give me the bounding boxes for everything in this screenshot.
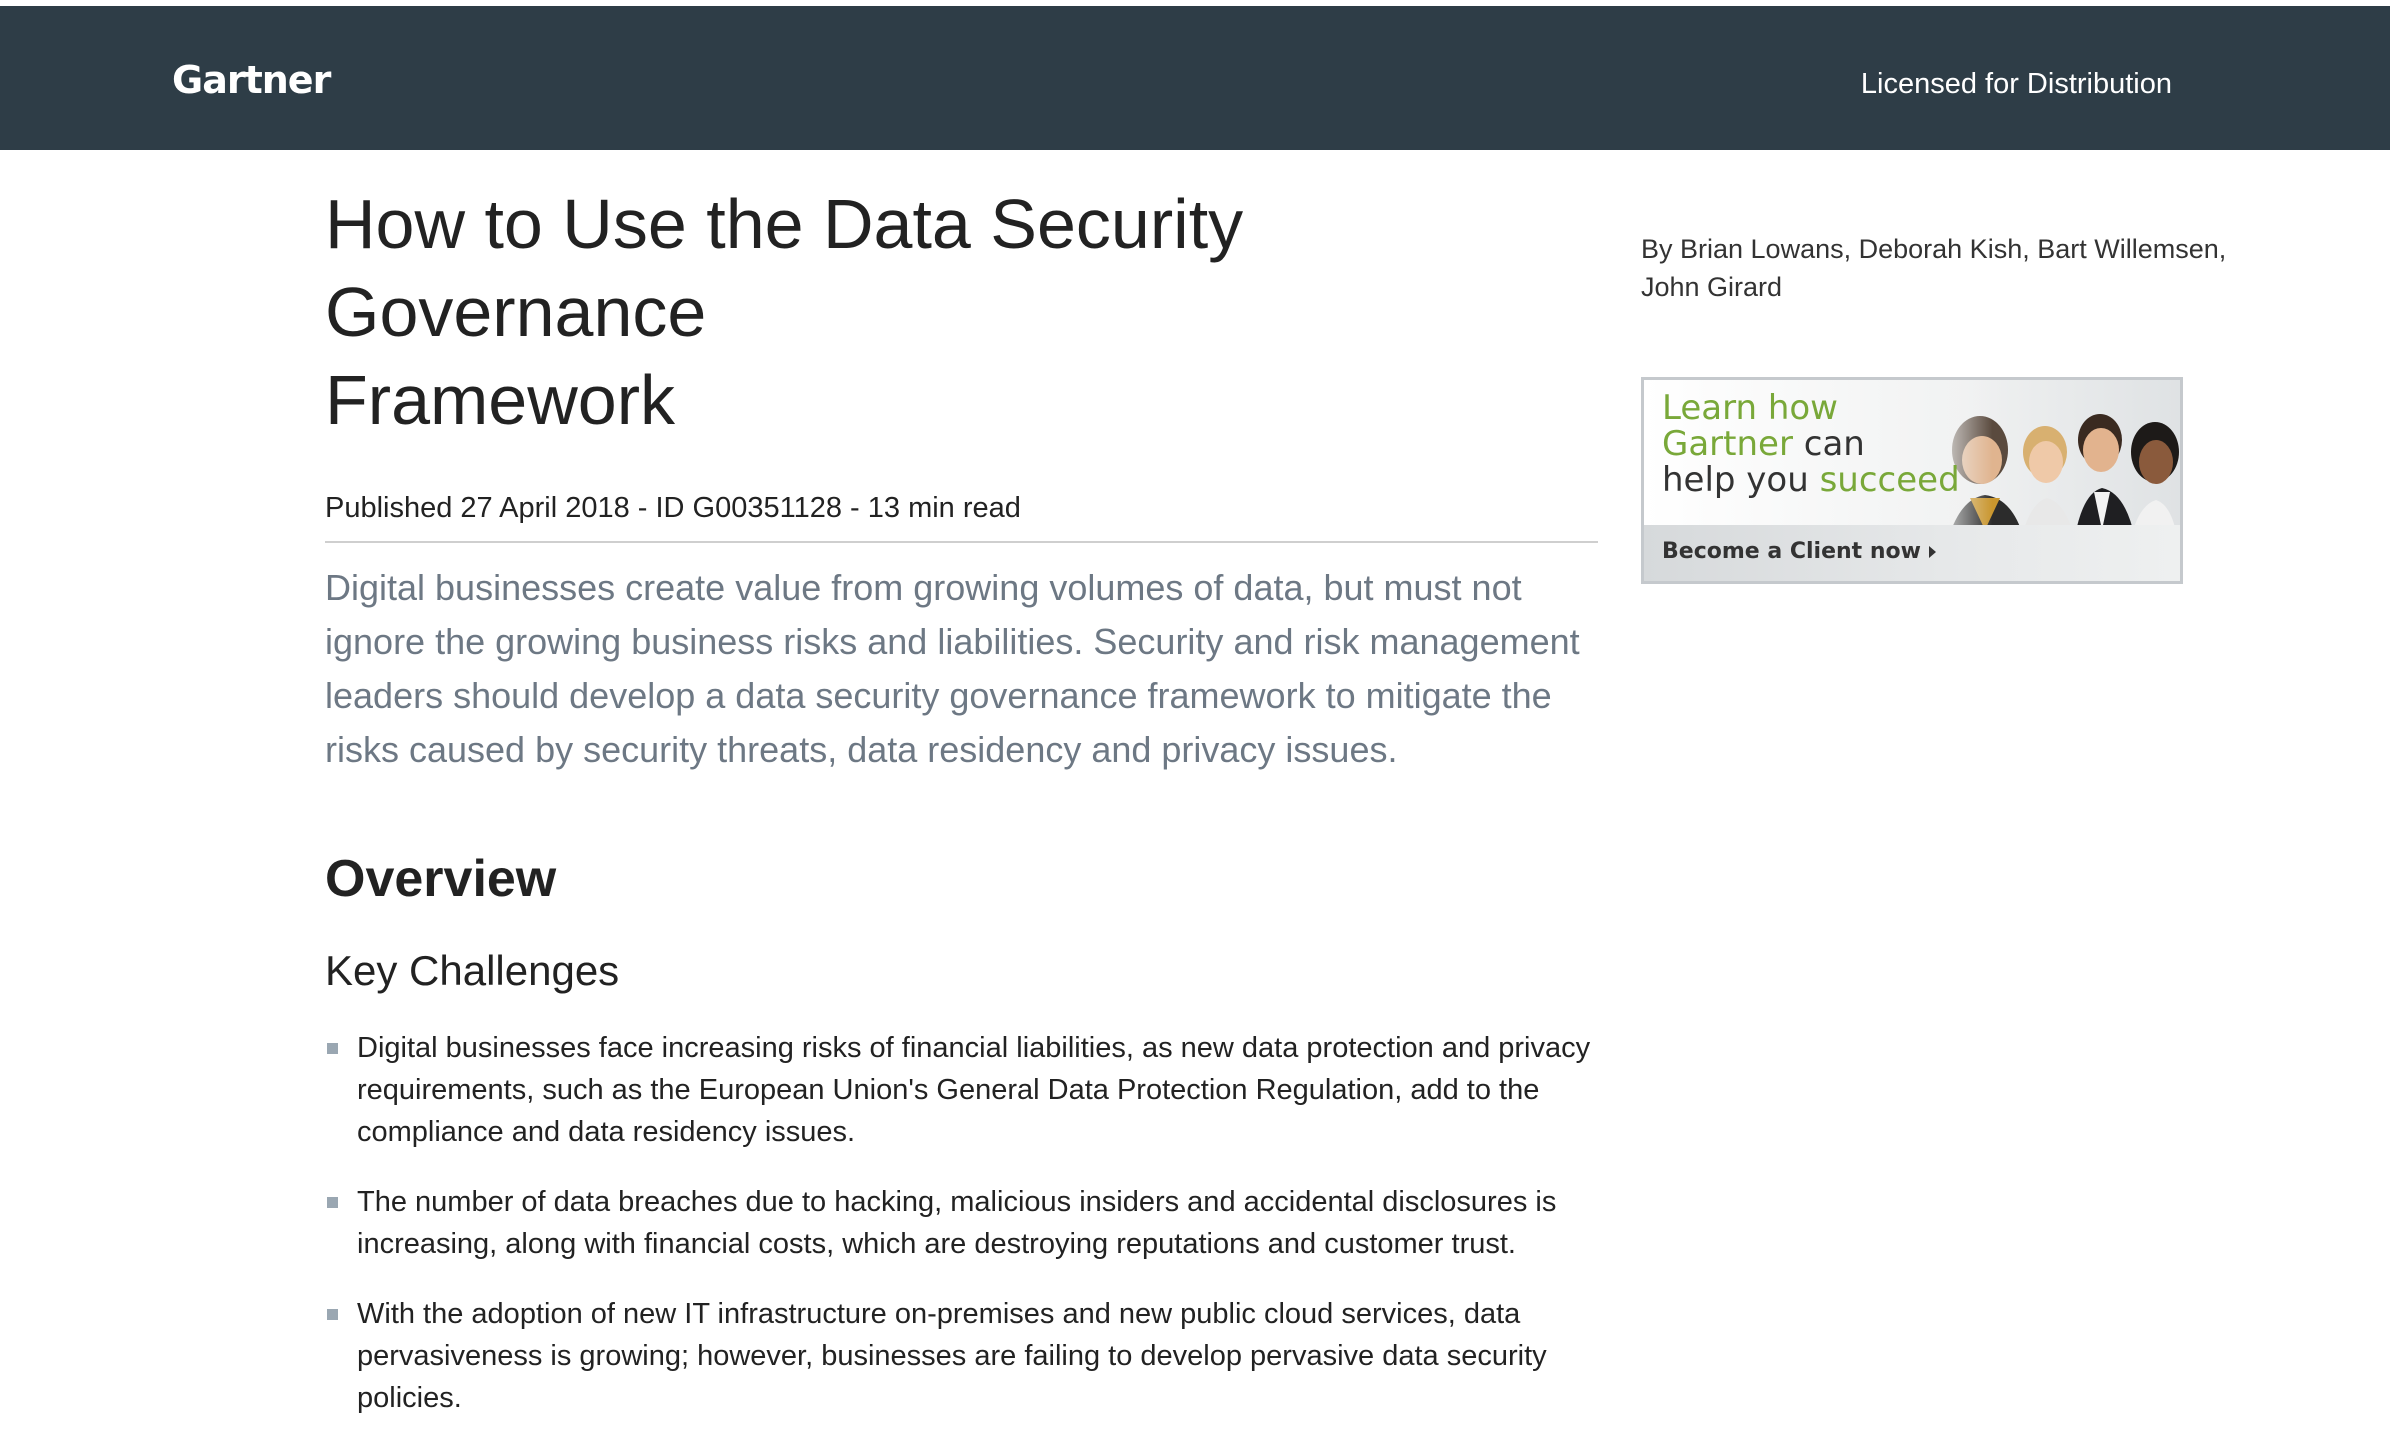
top-header-bar [0, 6, 2390, 150]
list-item-text: With the adoption of new IT infrastructure on-premises and new public cloud services, data pervasiveness is growing; however, businesses are failing to develop pervasive data security policies. [357, 1298, 1547, 1414]
gartner-logo[interactable]: Gartner [172, 58, 331, 102]
square-bullet-icon [327, 1197, 338, 1208]
become-client-ad-banner[interactable] [1641, 377, 2183, 584]
article-title [325, 180, 1598, 444]
ad-succeed-word: succeed [1819, 460, 1960, 500]
overview-heading: Overview [325, 850, 557, 908]
play-arrow-icon [1929, 546, 1936, 558]
licensed-for-distribution-label: Licensed for Distribution [1860, 68, 2172, 100]
list-item-text: Digital businesses face increasing risks of financial liabilities, as new data protection and privacy requirements, such as the European Union's General Data Protection Regulation, add to the compliance and data residency issues. [357, 1032, 1591, 1148]
ad-help-you-words: help you [1662, 460, 1820, 500]
ad-gartner-word: Gartner [1662, 424, 1793, 464]
ad-line-gartner-can [1662, 426, 1865, 462]
list-item [325, 1027, 1598, 1153]
become-client-label: Become a Client now [1662, 539, 1921, 564]
square-bullet-icon [327, 1309, 338, 1320]
ad-line-learn-how: Learn how [1662, 388, 1838, 428]
ad-can-word: can [1792, 424, 1865, 464]
ad-cta-bar[interactable] [1644, 525, 2180, 581]
sidebar [1641, 230, 2241, 306]
list-item [325, 1181, 1598, 1265]
key-challenges-list [325, 1027, 1598, 1419]
article-meta: Published 27 April 2018 - ID G00351128 - 13 min read [325, 492, 1598, 543]
article-main [325, 180, 1598, 1447]
become-client-link[interactable] [1662, 539, 1936, 564]
square-bullet-icon [327, 1043, 338, 1054]
ad-line-help-you-succeed [1662, 462, 1960, 498]
key-challenges-heading: Key Challenges [325, 947, 620, 994]
authors-line: By Brian Lowans, Deborah Kish, Bart Willemsen, John Girard [1641, 234, 2227, 302]
list-item [325, 1293, 1598, 1419]
article-title-line1: How to Use the Data Security Governance [325, 185, 1244, 351]
article-summary: Digital businesses create value from growing volumes of data, but must not ignore the growing business risks and liabilities. Security and risk management leaders should develop a data security governance framework to mitigate the risks caused by security threats, data residency and privacy issues. [325, 567, 1580, 770]
article-title-line2: Framework [325, 361, 676, 439]
list-item-text: The number of data breaches due to hacking, malicious insiders and accidental disclosures is increasing, along with financial costs, which are destroying reputations and customer trust. [357, 1186, 1557, 1260]
